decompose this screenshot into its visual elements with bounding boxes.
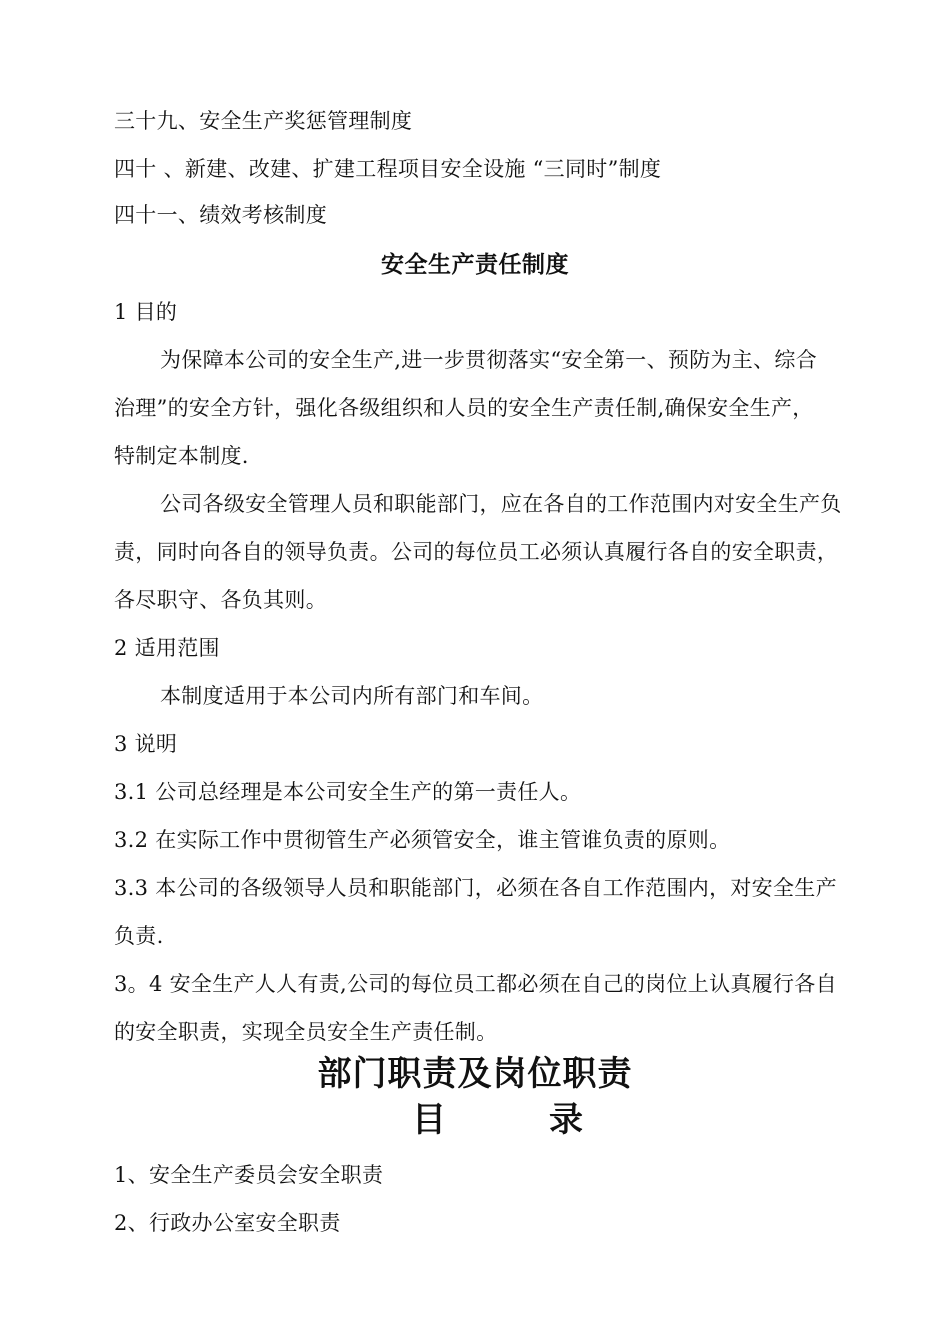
section-heading-purpose: 1 目的 xyxy=(114,300,178,324)
paragraph-line: 公司各级安全管理人员和职能部门，应在各自的工作范围内对安全生产负 xyxy=(160,492,842,516)
toc-title-char: 目 xyxy=(412,1100,446,1140)
paragraph-line: 责，同时向各自的领导负责。公司的每位员工必须认真履行各自的安全职责， xyxy=(114,540,839,564)
list-item: 四十 、新建、改建、扩建工程项目安全设施 “三同时”制度 xyxy=(114,157,662,181)
toc-item: 2、行政办公室安全职责 xyxy=(114,1211,341,1235)
paragraph-line: 本制度适用于本公司内所有部门和车间。 xyxy=(160,684,544,708)
clause-3-2: 3.2 在实际工作中贯彻管生产必须管安全，谁主管谁负责的原则。 xyxy=(114,828,731,852)
paragraph-line: 为保障本公司的安全生产,进一步贯彻落实“安全第一、预防为主、综合 xyxy=(160,348,818,372)
section-title: 安全生产责任制度 xyxy=(381,251,569,278)
list-item: 三十九、安全生产奖惩管理制度 xyxy=(114,109,413,133)
toc-item: 1、安全生产委员会安全职责 xyxy=(114,1163,384,1187)
clause-3-1: 3.1 公司总经理是本公司安全生产的第一责任人。 xyxy=(114,780,582,804)
paragraph-line: 治理”的安全方针，强化各级组织和人员的安全生产责任制,确保安全生产， xyxy=(114,396,814,420)
clause-3-3-cont: 负责. xyxy=(114,924,164,948)
paragraph-line: 各尽职守、各负其则。 xyxy=(114,588,327,612)
list-item: 四十一、绩效考核制度 xyxy=(114,203,327,227)
clause-3-4-cont: 的安全职责，实现全员安全生产责任制。 xyxy=(114,1020,498,1044)
dept-duties-title: 部门职责及岗位职责 xyxy=(317,1054,633,1094)
toc-title xyxy=(0,1096,950,1148)
paragraph-line: 特制定本制度. xyxy=(114,444,249,468)
section-heading-notes: 3 说明 xyxy=(114,732,178,756)
toc-title-char: 录 xyxy=(549,1100,583,1140)
clause-3-4: 3。4 安全生产人人有责,公司的每位员工都必须在自己的岗位上认真履行各自 xyxy=(114,972,837,996)
section-heading-scope: 2 适用范围 xyxy=(114,636,220,660)
clause-3-3: 3.3 本公司的各级领导人员和职能部门，必须在各自工作范围内，对安全生产 xyxy=(114,876,837,900)
